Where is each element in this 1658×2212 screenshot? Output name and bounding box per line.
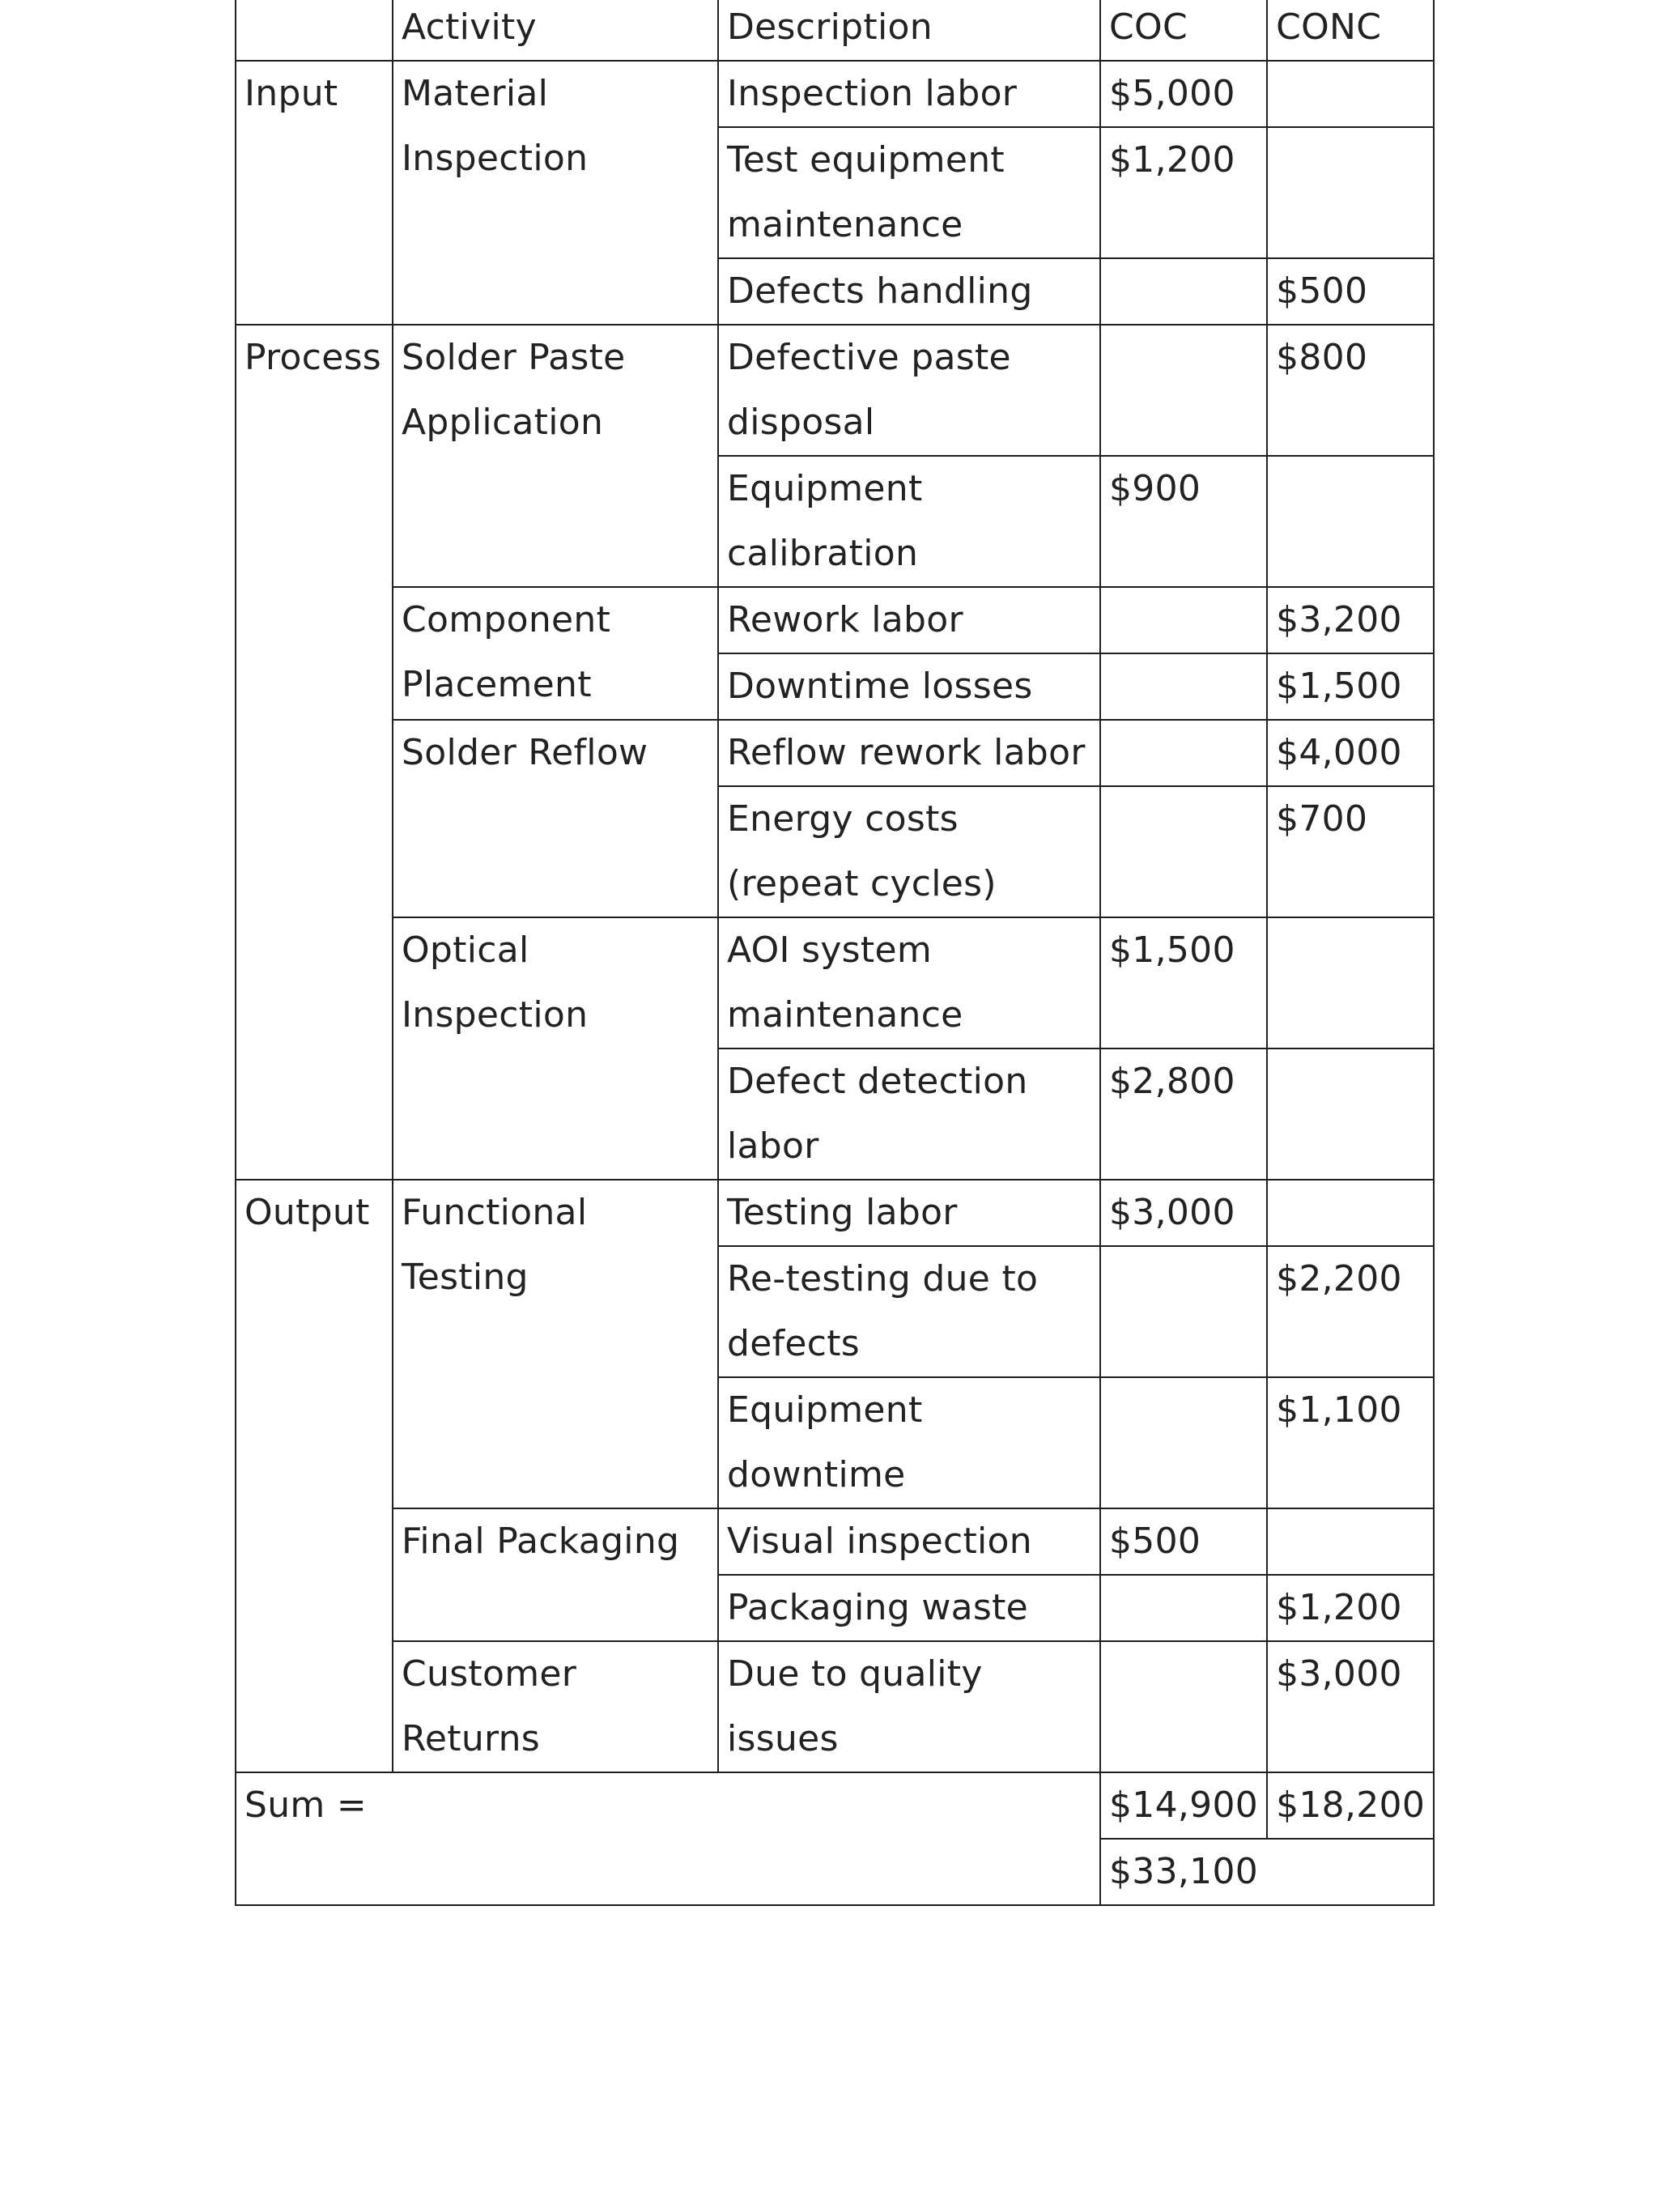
coc-cell: [1100, 325, 1267, 456]
conc-cell: $1,100: [1267, 1377, 1434, 1508]
coc-cell: $3,000: [1100, 1180, 1267, 1246]
description-cell: Inspection labor: [718, 61, 1100, 127]
table-row: [236, 720, 1434, 786]
description-cell: Re-testing due to defects: [718, 1246, 1100, 1377]
coc-cell: $500: [1100, 1508, 1267, 1575]
conc-cell: [1267, 1508, 1434, 1575]
description-cell: Reflow rework labor: [718, 720, 1100, 786]
header-coc: COC: [1100, 0, 1267, 61]
description-cell: Downtime losses: [718, 653, 1100, 720]
cost-of-quality-table: [235, 0, 1435, 1906]
conc-cell: [1267, 1180, 1434, 1246]
conc-cell: [1267, 456, 1434, 587]
coc-cell: [1100, 653, 1267, 720]
coc-cell: [1100, 258, 1267, 325]
description-cell: Equipment downtime: [718, 1377, 1100, 1508]
table-row: [236, 1641, 1434, 1772]
conc-cell: $3,000: [1267, 1641, 1434, 1772]
description-cell: Packaging waste: [718, 1575, 1100, 1641]
table-row: [236, 325, 1434, 456]
sum-total: $33,100: [1100, 1839, 1434, 1905]
conc-cell: [1267, 1049, 1434, 1180]
activity-cell: Customer Returns: [393, 1641, 718, 1772]
coc-cell: $1,200: [1100, 127, 1267, 258]
coc-cell: [1100, 587, 1267, 653]
description-cell: Defect detection labor: [718, 1049, 1100, 1180]
activity-cell: Optical Inspection: [393, 917, 718, 1180]
description-cell: Due to quality issues: [718, 1641, 1100, 1772]
conc-cell: $800: [1267, 325, 1434, 456]
conc-cell: $1,200: [1267, 1575, 1434, 1641]
coc-cell: $900: [1100, 456, 1267, 587]
stage-cell: Process: [236, 325, 393, 1180]
activity-cell: Solder Paste Application: [393, 325, 718, 587]
coc-cell: [1100, 1377, 1267, 1508]
coc-cell: $5,000: [1100, 61, 1267, 127]
header-row: [236, 0, 1434, 61]
coc-cell: $2,800: [1100, 1049, 1267, 1180]
conc-cell: $700: [1267, 786, 1434, 917]
activity-cell: Material Inspection: [393, 61, 718, 325]
coc-cell: $1,500: [1100, 917, 1267, 1049]
description-cell: Visual inspection: [718, 1508, 1100, 1575]
description-cell: Defective paste disposal: [718, 325, 1100, 456]
conc-cell: $500: [1267, 258, 1434, 325]
description-cell: Testing labor: [718, 1180, 1100, 1246]
sum-conc: $18,200: [1267, 1772, 1434, 1839]
stage-cell: Output: [236, 1180, 393, 1772]
activity-cell: Functional Testing: [393, 1180, 718, 1508]
sum-label: Sum =: [236, 1772, 1100, 1905]
conc-cell: $2,200: [1267, 1246, 1434, 1377]
activity-cell: Final Packaging: [393, 1508, 718, 1641]
description-cell: Defects handling: [718, 258, 1100, 325]
description-cell: Energy costs (repeat cycles): [718, 786, 1100, 917]
conc-cell: [1267, 61, 1434, 127]
description-cell: AOI system maintenance: [718, 917, 1100, 1049]
coc-cell: [1100, 1641, 1267, 1772]
coc-cell: [1100, 786, 1267, 917]
sum-coc: $14,900: [1100, 1772, 1267, 1839]
header-stage: [236, 0, 393, 61]
conc-cell: $4,000: [1267, 720, 1434, 786]
coc-cell: [1100, 720, 1267, 786]
header-conc: CONC: [1267, 0, 1434, 61]
sum-row: [236, 1772, 1434, 1839]
activity-cell: Solder Reflow: [393, 720, 718, 917]
description-cell: Rework labor: [718, 587, 1100, 653]
table-row: [236, 61, 1434, 127]
table-row: [236, 1508, 1434, 1575]
stage-cell: Input: [236, 61, 393, 325]
description-cell: Test equipment maintenance: [718, 127, 1100, 258]
table-row: [236, 917, 1434, 1049]
conc-cell: $1,500: [1267, 653, 1434, 720]
description-cell: Equipment calibration: [718, 456, 1100, 587]
conc-cell: [1267, 917, 1434, 1049]
coc-cell: [1100, 1575, 1267, 1641]
table-row: [236, 1180, 1434, 1246]
conc-cell: [1267, 127, 1434, 258]
header-activity: Activity: [393, 0, 718, 61]
table-body: [236, 0, 1434, 1905]
coc-cell: [1100, 1246, 1267, 1377]
conc-cell: $3,200: [1267, 587, 1434, 653]
table-row: [236, 587, 1434, 653]
header-description: Description: [718, 0, 1100, 61]
activity-cell: Component Placement: [393, 587, 718, 720]
